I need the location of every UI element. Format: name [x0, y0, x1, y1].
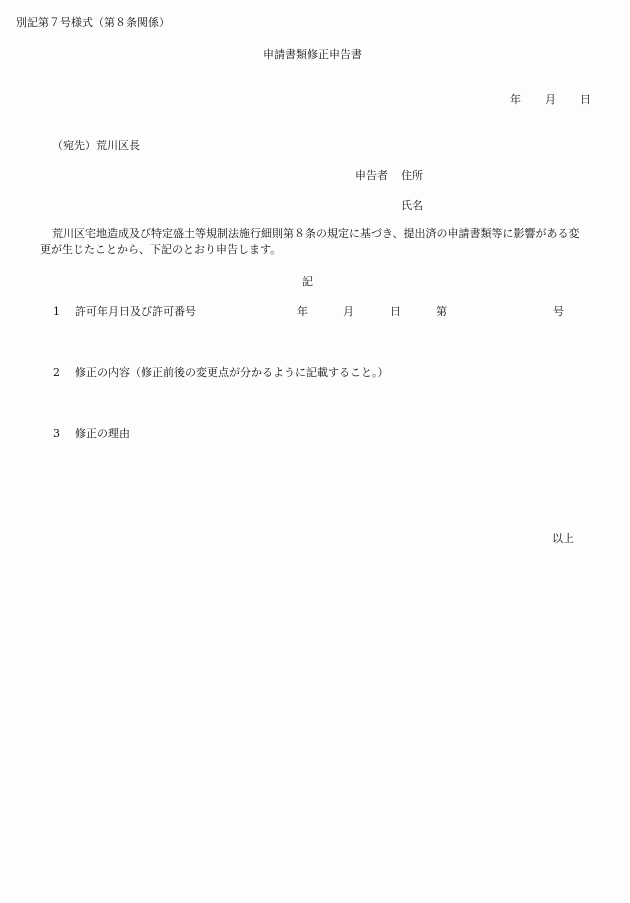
- document-title: 申請書類修正申告書: [263, 48, 362, 61]
- date-month: 月: [545, 93, 556, 106]
- item-label: 修正の内容（修正前後の変更点が分かるように記載すること。）: [75, 366, 389, 379]
- addressee: （宛先）荒川区長: [52, 139, 140, 152]
- name-label: 氏名: [401, 199, 423, 212]
- date-year: 年: [510, 93, 521, 106]
- body-paragraph: 荒川区宅地造成及び特定盛土等規制法施行細則第８条の規定に基づき、提出済の申請書類等に影響がある変更が生じたことから、下記のとおり申告します。: [40, 227, 580, 256]
- date-day: 日: [580, 93, 591, 106]
- ki-heading: 記: [302, 275, 313, 288]
- closing-text: 以上: [552, 532, 574, 545]
- item-label: 許可年月日及び許可番号: [75, 305, 196, 318]
- applicant-label: 申告者: [355, 169, 388, 182]
- item-number: 1: [53, 305, 60, 318]
- permit-year: 年: [297, 305, 308, 318]
- item-number: 2: [53, 366, 60, 379]
- item-label: 修正の理由: [75, 427, 130, 440]
- permit-month: 月: [343, 305, 354, 318]
- item-number: 3: [53, 427, 60, 440]
- permit-number-prefix: 第: [436, 305, 447, 318]
- permit-day: 日: [390, 305, 401, 318]
- permit-number-suffix: 号: [553, 305, 564, 318]
- form-label: 別記第７号様式（第８条関係）: [16, 16, 170, 29]
- address-label: 住所: [401, 169, 423, 182]
